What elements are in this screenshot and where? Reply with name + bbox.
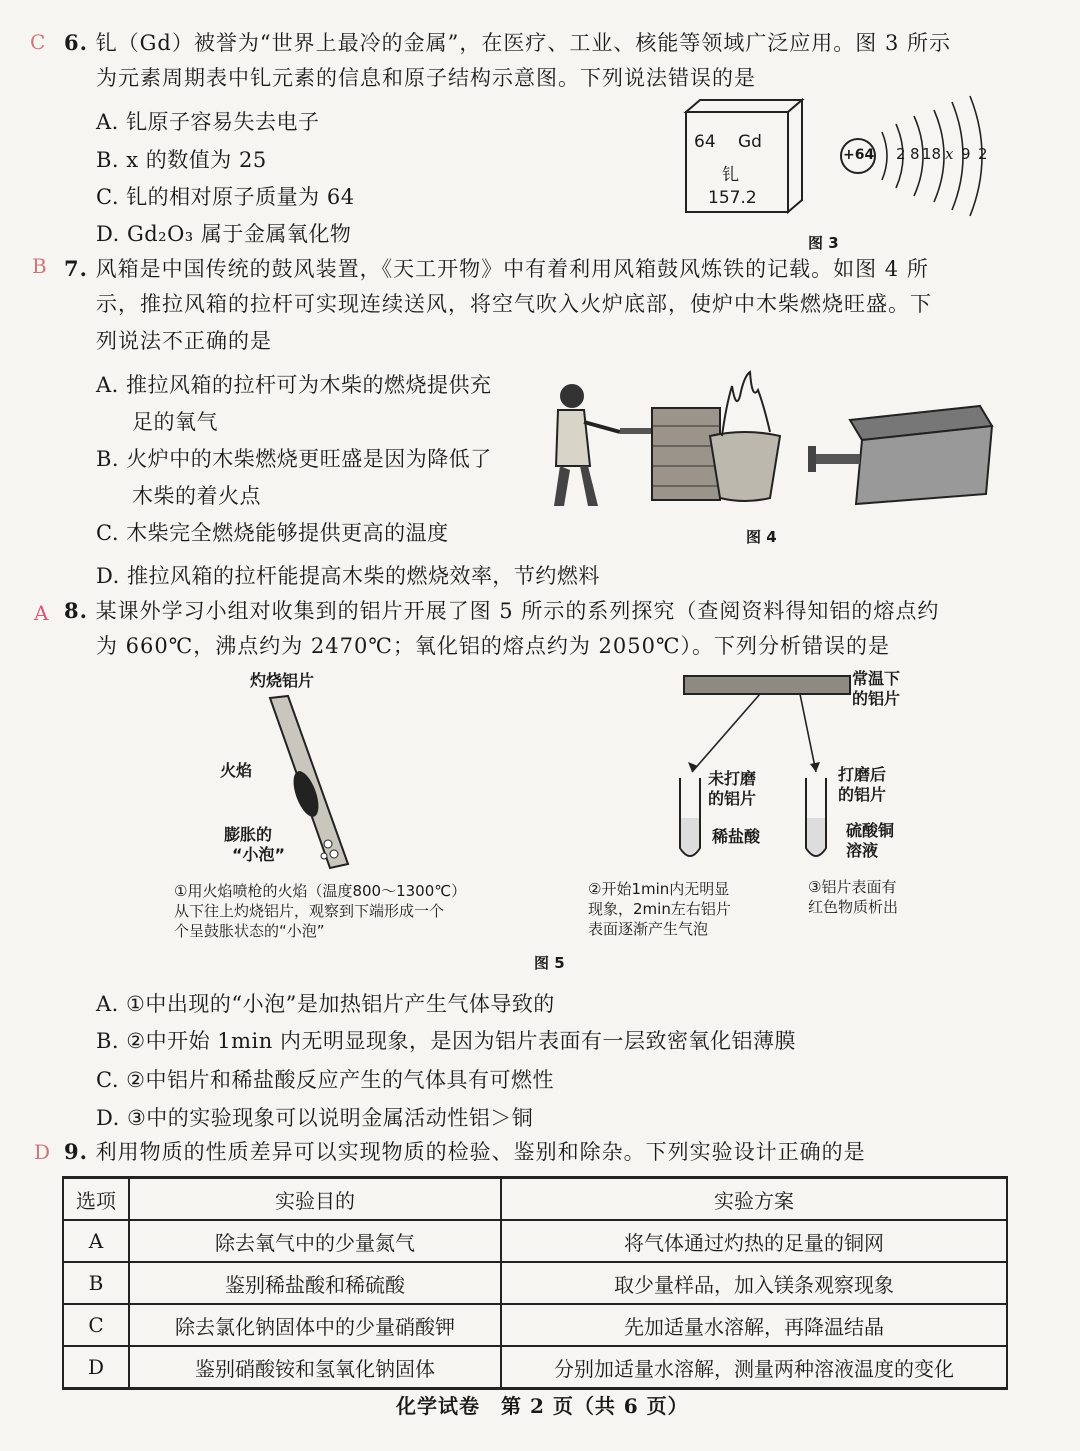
q8-option-a: A. ①中出现的“小泡”是加热铝片产生气体导致的 — [96, 992, 555, 1016]
label-unpolished-line1: 未打磨 — [708, 769, 757, 788]
q6-option-b: B. x 的数值为 25 — [96, 148, 267, 172]
label-dilute-hcl: 稀盐酸 — [712, 827, 761, 846]
shell-count-4: x — [945, 145, 954, 163]
row-b-purpose: 鉴别稀盐酸和稀硫酸 — [129, 1262, 501, 1304]
step1-line3: 个呈鼓胀状态的“小泡” — [174, 922, 325, 940]
label-room-temp-line2: 的铝片 — [852, 689, 901, 708]
row-b-plan: 取少量样品，加入镁条观察现象 — [501, 1262, 1007, 1304]
q7-option-b-line2: 木柴的着火点 — [132, 484, 261, 508]
q8-option-c: C. ②中铝片和稀盐酸反应产生的气体具有可燃性 — [96, 1068, 554, 1092]
row-c-option: C — [63, 1304, 129, 1346]
q7-number: 7. — [64, 256, 88, 281]
table-row — [63, 1304, 1007, 1346]
row-c-plan: 先加适量水溶解，再降温结晶 — [501, 1304, 1007, 1346]
page-footer: 化学试卷 第 2 页（共 6 页） — [396, 1394, 689, 1418]
label-polished-line1: 打磨后 — [838, 765, 887, 784]
table-row — [63, 1262, 1007, 1304]
q6-number: 6. — [64, 30, 88, 55]
step3-line1: ③铝片表面有 — [808, 878, 897, 896]
flames — [722, 372, 770, 436]
bellows-handle — [812, 454, 860, 464]
shell-arc-1 — [882, 132, 887, 180]
q7-option-b-line1: B. 火炉中的木柴燃烧更旺盛是因为降低了 — [96, 447, 492, 471]
shell-count-3: 18 — [922, 145, 942, 163]
element-name: 钆 — [722, 165, 739, 185]
label-bubble-line2: “小泡” — [232, 845, 286, 864]
nucleus-charge: +64 — [843, 147, 875, 163]
table-row — [63, 1346, 1007, 1389]
label-unpolished-line2: 的铝片 — [708, 789, 757, 808]
row-a-purpose: 除去氧气中的少量氮气 — [129, 1220, 501, 1262]
q9-table — [62, 1176, 1008, 1390]
step1-line2: 从下往上灼烧铝片，观察到下端形成一个 — [174, 902, 445, 920]
q7-option-a-line1: A. 推拉风箱的拉杆可为木柴的燃烧提供充 — [96, 373, 492, 397]
aluminum-strip — [684, 676, 850, 694]
answer-mark-q6: C — [30, 30, 46, 54]
q9-stem: 9. 利用物质的性质差异可以实现物质的检验、鉴别和除杂。下列实验设计正确的是 — [64, 1139, 866, 1164]
label-burn-aluminum: 灼烧铝片 — [250, 671, 315, 690]
q7-stem-line2: 示，推拉风箱的拉杆可实现连续送风，将空气吹入火炉底部，使炉中木柴燃烧旺盛。下 — [96, 292, 932, 316]
answer-mark-q9: D — [34, 1140, 51, 1164]
row-d-plan: 分别加适量水溶解，测量两种溶液温度的变化 — [501, 1346, 1007, 1389]
label-cuso4-line1: 硫酸铜 — [846, 821, 895, 840]
label-room-temp-line1: 常温下 — [852, 669, 901, 688]
shell-count-5: 9 — [961, 145, 971, 163]
q7-stem-line1: 7. 风箱是中国传统的鼓风装置，《天工开物》中有着利用风箱鼓风炼铁的记载。如图 4 所 — [64, 256, 929, 281]
worker-figure — [554, 384, 620, 506]
answer-mark-q7: B — [32, 254, 47, 278]
element-atomic-mass: 157.2 — [708, 188, 757, 208]
q6-option-d: D. Gd₂O₃ 属于金属氧化物 — [96, 222, 352, 246]
step2-line3: 表面逐渐产生气泡 — [588, 920, 709, 938]
furnace — [710, 432, 780, 501]
q6-option-c: C. 钆的相对原子质量为 64 — [96, 185, 355, 209]
bellows-illustration — [540, 366, 1010, 522]
q6-stem-line2: 为元素周期表中钆元素的信息和原子结构示意图。下列说法错误的是 — [96, 66, 756, 90]
header-option: 选项 — [63, 1178, 129, 1221]
q9-number: 9. — [64, 1139, 88, 1164]
q8-option-d: D. ③中的实验现象可以说明金属活动性铝＞铜 — [96, 1106, 534, 1130]
q8-number: 8. — [64, 598, 88, 623]
q6-option-a: A. 钆原子容易失去电子 — [96, 110, 320, 134]
cuso4-liquid — [807, 818, 825, 854]
table-header-row — [63, 1178, 1007, 1221]
header-purpose: 实验目的 — [129, 1178, 501, 1221]
element-atomic-number: 64 — [694, 132, 716, 152]
q8-option-b: B. ②中开始 1min 内无明显现象，是因为铝片表面有一层致密氧化铝薄膜 — [96, 1029, 796, 1053]
q7-option-d: D. 推拉风箱的拉杆能提高木柴的燃烧效率，节约燃料 — [96, 564, 600, 588]
shell-count-1: 2 — [896, 145, 906, 163]
q7-option-c: C. 木柴完全燃烧能够提供更高的温度 — [96, 521, 449, 545]
shell-count-6: 2 — [978, 145, 988, 163]
figure-4-caption: 图 4 — [746, 528, 777, 546]
q8-stem-line1: 8. 某课外学习小组对收集到的铝片开展了图 5 所示的系列探究（查阅资料得知铝的熔点约 — [64, 598, 940, 623]
row-d-option: D — [63, 1346, 129, 1389]
label-polished-line2: 的铝片 — [838, 785, 887, 804]
figure-5-caption: 图 5 — [534, 954, 565, 972]
shell-count-2: 8 — [910, 145, 920, 163]
q7-stem-line3: 列说法不正确的是 — [96, 329, 272, 353]
step2-line1: ②开始1min内无明显 — [588, 880, 730, 898]
step3-line2: 红色物质析出 — [808, 898, 899, 916]
bellows-rod — [620, 428, 654, 434]
bellows-side — [856, 426, 992, 504]
figure-3-caption: 图 3 — [808, 234, 839, 252]
q8-stem-line2: 为 660℃，沸点约为 2470℃；氧化铝的熔点约为 2050℃）。下列分析错误的是 — [96, 634, 890, 658]
row-c-purpose: 除去氯化钠固体中的少量硝酸钾 — [129, 1304, 501, 1346]
row-a-option: A — [63, 1220, 129, 1262]
label-flame: 火焰 — [220, 761, 253, 780]
answer-mark-q8: A — [34, 601, 49, 625]
step1-line1: ①用火焰喷枪的火焰（温度800～1300℃） — [174, 882, 467, 900]
row-d-purpose: 鉴别硝酸铵和氢氧化钠固体 — [129, 1346, 501, 1389]
step2-line2: 现象，2min左右铝片 — [588, 900, 731, 918]
hcl-liquid — [681, 818, 699, 854]
header-plan: 实验方案 — [501, 1178, 1007, 1221]
q6-stem-line1: 6. 钆（Gd）被誉为“世界上最冷的金属”，在医疗、工业、核能等领域广泛应用。图 3 所示 — [64, 30, 952, 55]
element-symbol: Gd — [738, 132, 762, 152]
q7-option-a-line2: 足的氧气 — [132, 410, 218, 434]
row-b-option: B — [63, 1262, 129, 1304]
label-bubble-line1: 膨胀的 — [224, 825, 273, 844]
label-cuso4-line2: 溶液 — [846, 841, 879, 860]
table-row — [63, 1220, 1007, 1262]
row-a-plan: 将气体通过灼热的足量的铜网 — [501, 1220, 1007, 1262]
